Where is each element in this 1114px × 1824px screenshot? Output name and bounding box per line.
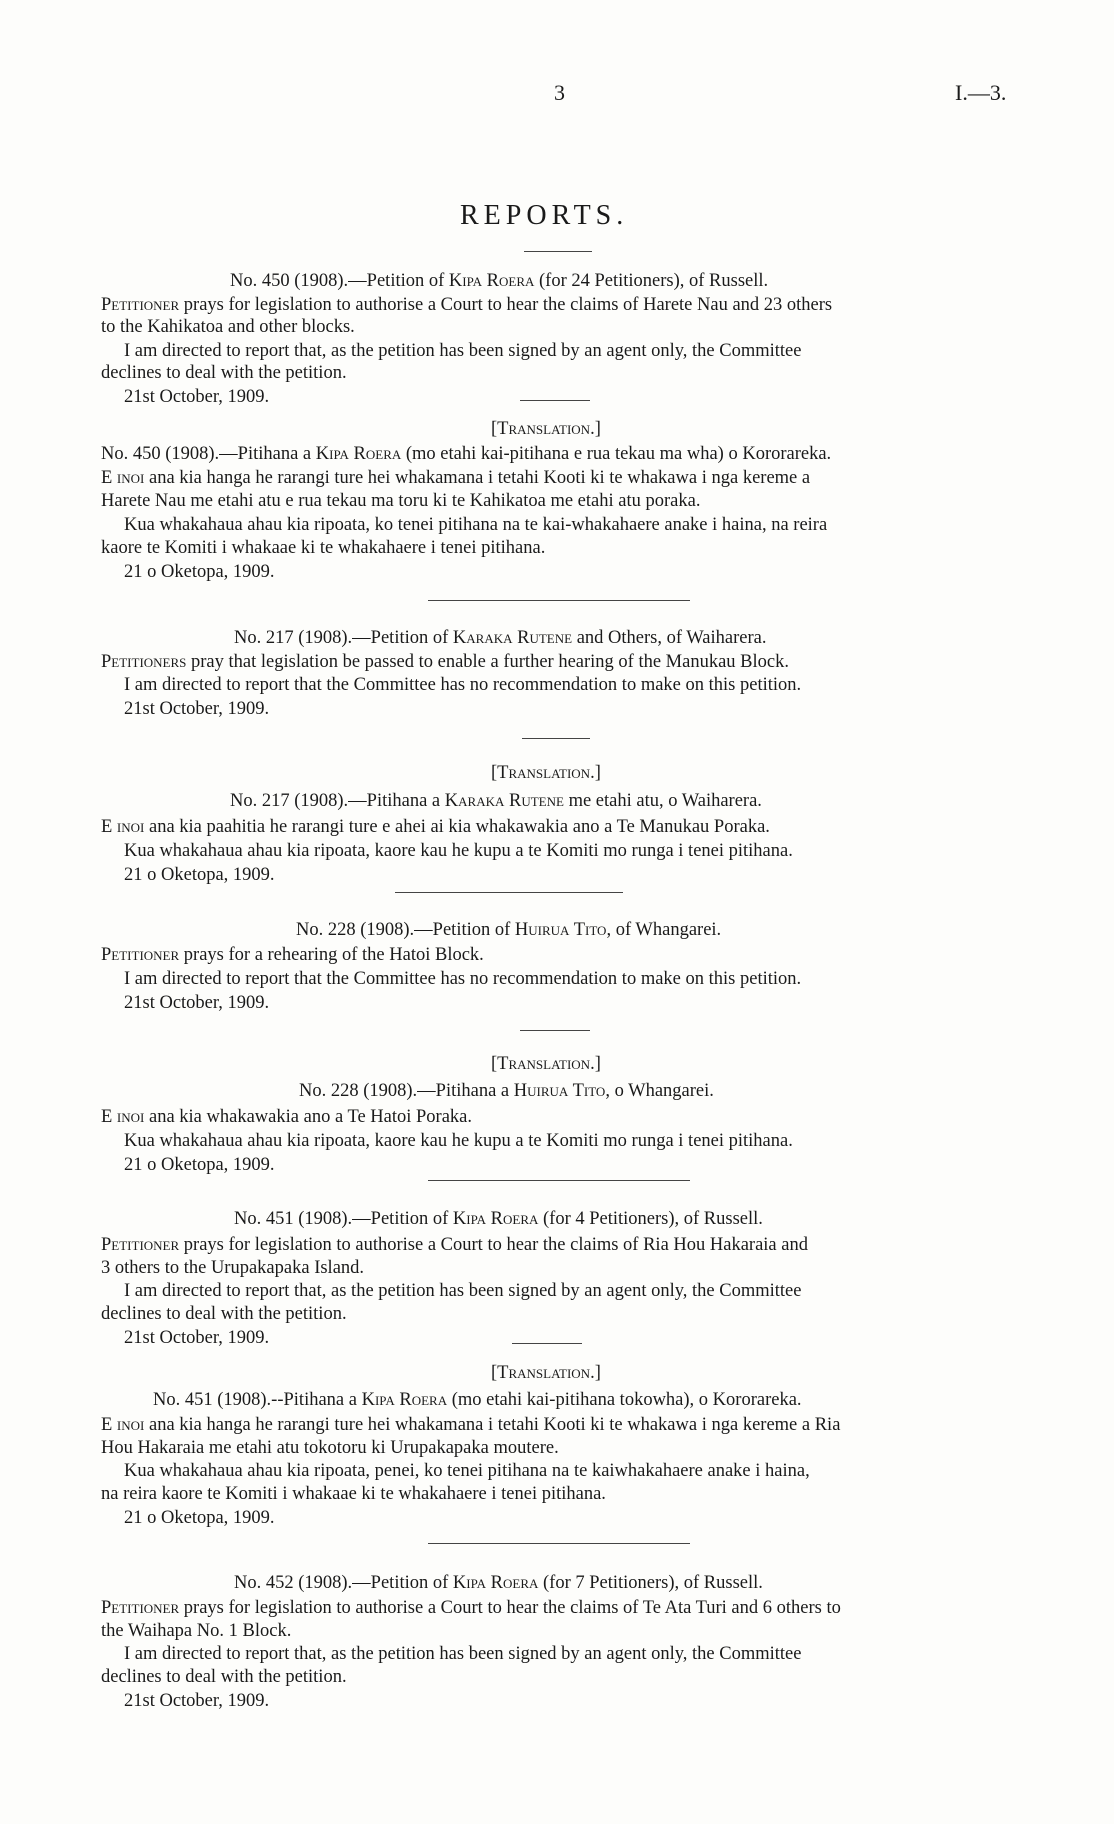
translation-heading: No. 451 (1908).--Pitihana a Kipa Roera (mo etahi kai-pitihana tokowha), o Kororareka.	[153, 1390, 802, 1410]
translation-report-cont: na reira kaore te Komiti i whakaae ki te whakahaere i tenei pitihana.	[101, 1484, 606, 1504]
committee-report: I am directed to report that, as the petition has been signed by an agent only, the Committee	[124, 1281, 802, 1301]
petition-prayer-cont: to the Kahikatoa and other blocks.	[101, 317, 355, 337]
translation-date: 21 o Oketopa, 1909.	[124, 1155, 275, 1175]
report-date: 21st October, 1909.	[124, 1328, 270, 1348]
committee-report: I am directed to report that the Committee has no recommendation to make on this petition.	[124, 969, 802, 989]
report-date: 21st October, 1909.	[124, 699, 270, 719]
petition-prayer-cont: the Waihapa No. 1 Block.	[101, 1621, 292, 1641]
translation-heading: No. 217 (1908).—Pitihana a Karaka Rutene me etahi atu, o Waiharera.	[230, 791, 762, 811]
translation-prayer-cont: Hou Hakaraia me etahi atu tokotoru ki Urupakapaka moutere.	[101, 1438, 559, 1458]
translation-date: 21 o Oketopa, 1909.	[124, 562, 275, 582]
petition-prayer-cont: 3 others to the Urupakapaka Island.	[101, 1258, 365, 1278]
report-date: 21st October, 1909.	[124, 387, 270, 407]
section-rule	[520, 1030, 590, 1031]
petition-prayer: Petitioner prays for legislation to authorise a Court to hear the claims of Te Ata Turi and 6 others to	[101, 1598, 841, 1618]
petition-heading: No. 450 (1908).—Petition of Kipa Roera (for 24 Petitioners), of Russell.	[230, 271, 769, 291]
section-rule	[512, 1343, 582, 1344]
committee-report: I am directed to report that, as the petition has been signed by an agent only, the Committee	[124, 341, 802, 361]
committee-report-cont: declines to deal with the petition.	[101, 1304, 347, 1324]
title-rule	[524, 251, 592, 252]
translation-heading: No. 450 (1908).—Pitihana a Kipa Roera (mo etahi kai-pitihana e rua tekau ma wha) o Kororareka.	[101, 444, 832, 464]
translation-prayer: E inoi ana kia paahitia he rarangi ture e ahei ai kia whakawakia ano a Te Manukau Poraka.	[101, 817, 770, 837]
report-date: 21st October, 1909.	[124, 1691, 270, 1711]
section-divider	[395, 892, 623, 893]
translation-label: [Translation.]	[491, 1054, 601, 1074]
translation-prayer: E inoi ana kia hanga he rarangi ture hei whakamana i tetahi Kooti ki te whakawa i nga kereme a Ria	[101, 1415, 841, 1435]
petition-heading: No. 452 (1908).—Petition of Kipa Roera (for 7 Petitioners), of Russell.	[234, 1573, 763, 1593]
petition-heading: No. 217 (1908).—Petition of Karaka Rutene and Others, of Waiharera.	[234, 628, 767, 648]
petition-prayer: Petitioner prays for legislation to authorise a Court to hear the claims of Ria Hou Hakaraia and	[101, 1235, 808, 1255]
translation-heading: No. 228 (1908).—Pitihana a Huirua Tito, o Whangarei.	[299, 1081, 714, 1101]
translation-report: Kua whakahaua ahau kia ripoata, ko tenei pitihana na te kai-whakahaere anake i haina, na reira	[124, 515, 828, 535]
petition-prayer: Petitioner prays for a rehearing of the Hatoi Block.	[101, 945, 484, 965]
translation-label: [Translation.]	[491, 763, 601, 783]
translation-report-cont: kaore te Komiti i whakaae ki te whakahaere i tenei pitihana.	[101, 538, 546, 558]
petition-heading: No. 451 (1908).—Petition of Kipa Roera (for 4 Petitioners), of Russell.	[234, 1209, 763, 1229]
paper-reference: I.—3.	[955, 80, 1007, 105]
committee-report: I am directed to report that, as the petition has been signed by an agent only, the Committee	[124, 1644, 802, 1664]
translation-label: [Translation.]	[491, 419, 601, 439]
committee-report-cont: declines to deal with the petition.	[101, 1667, 347, 1687]
translation-prayer-cont: Harete Nau me etahi atu e rua tekau ma toru ki te Kahikatoa me etahi atu poraka.	[101, 491, 701, 511]
page-title: REPORTS.	[460, 200, 629, 231]
section-divider	[428, 1180, 690, 1181]
translation-report: Kua whakahaua ahau kia ripoata, penei, ko tenei pitihana na te kaiwhakahaere anake i haina,	[124, 1461, 810, 1481]
translation-report: Kua whakahaua ahau kia ripoata, kaore kau he kupu a te Komiti mo runga i tenei pitihana.	[124, 1131, 793, 1151]
report-date: 21st October, 1909.	[124, 993, 270, 1013]
section-divider	[428, 600, 690, 601]
translation-label: [Translation.]	[491, 1363, 601, 1383]
page-number: 3	[554, 80, 565, 105]
translation-prayer: E inoi ana kia whakawakia ano a Te Hatoi Poraka.	[101, 1107, 473, 1127]
section-rule	[520, 400, 590, 401]
petition-prayer: Petitioners pray that legislation be passed to enable a further hearing of the Manukau Block.	[101, 652, 789, 672]
translation-report: Kua whakahaua ahau kia ripoata, kaore kau he kupu a te Komiti mo runga i tenei pitihana.	[124, 841, 793, 861]
petition-prayer: Petitioner prays for legislation to authorise a Court to hear the claims of Harete Nau and 23 others	[101, 295, 833, 315]
translation-date: 21 o Oketopa, 1909.	[124, 1508, 275, 1528]
translation-prayer: E inoi ana kia hanga he rarangi ture hei whakamana i tetahi Kooti ki te whakawa i nga kereme a	[101, 468, 811, 488]
section-divider	[428, 1543, 690, 1544]
committee-report: I am directed to report that the Committee has no recommendation to make on this petition.	[124, 675, 802, 695]
committee-report-cont: declines to deal with the petition.	[101, 363, 347, 383]
section-rule	[522, 738, 590, 739]
petition-heading: No. 228 (1908).—Petition of Huirua Tito, of Whangarei.	[296, 920, 722, 940]
translation-date: 21 o Oketopa, 1909.	[124, 865, 275, 885]
